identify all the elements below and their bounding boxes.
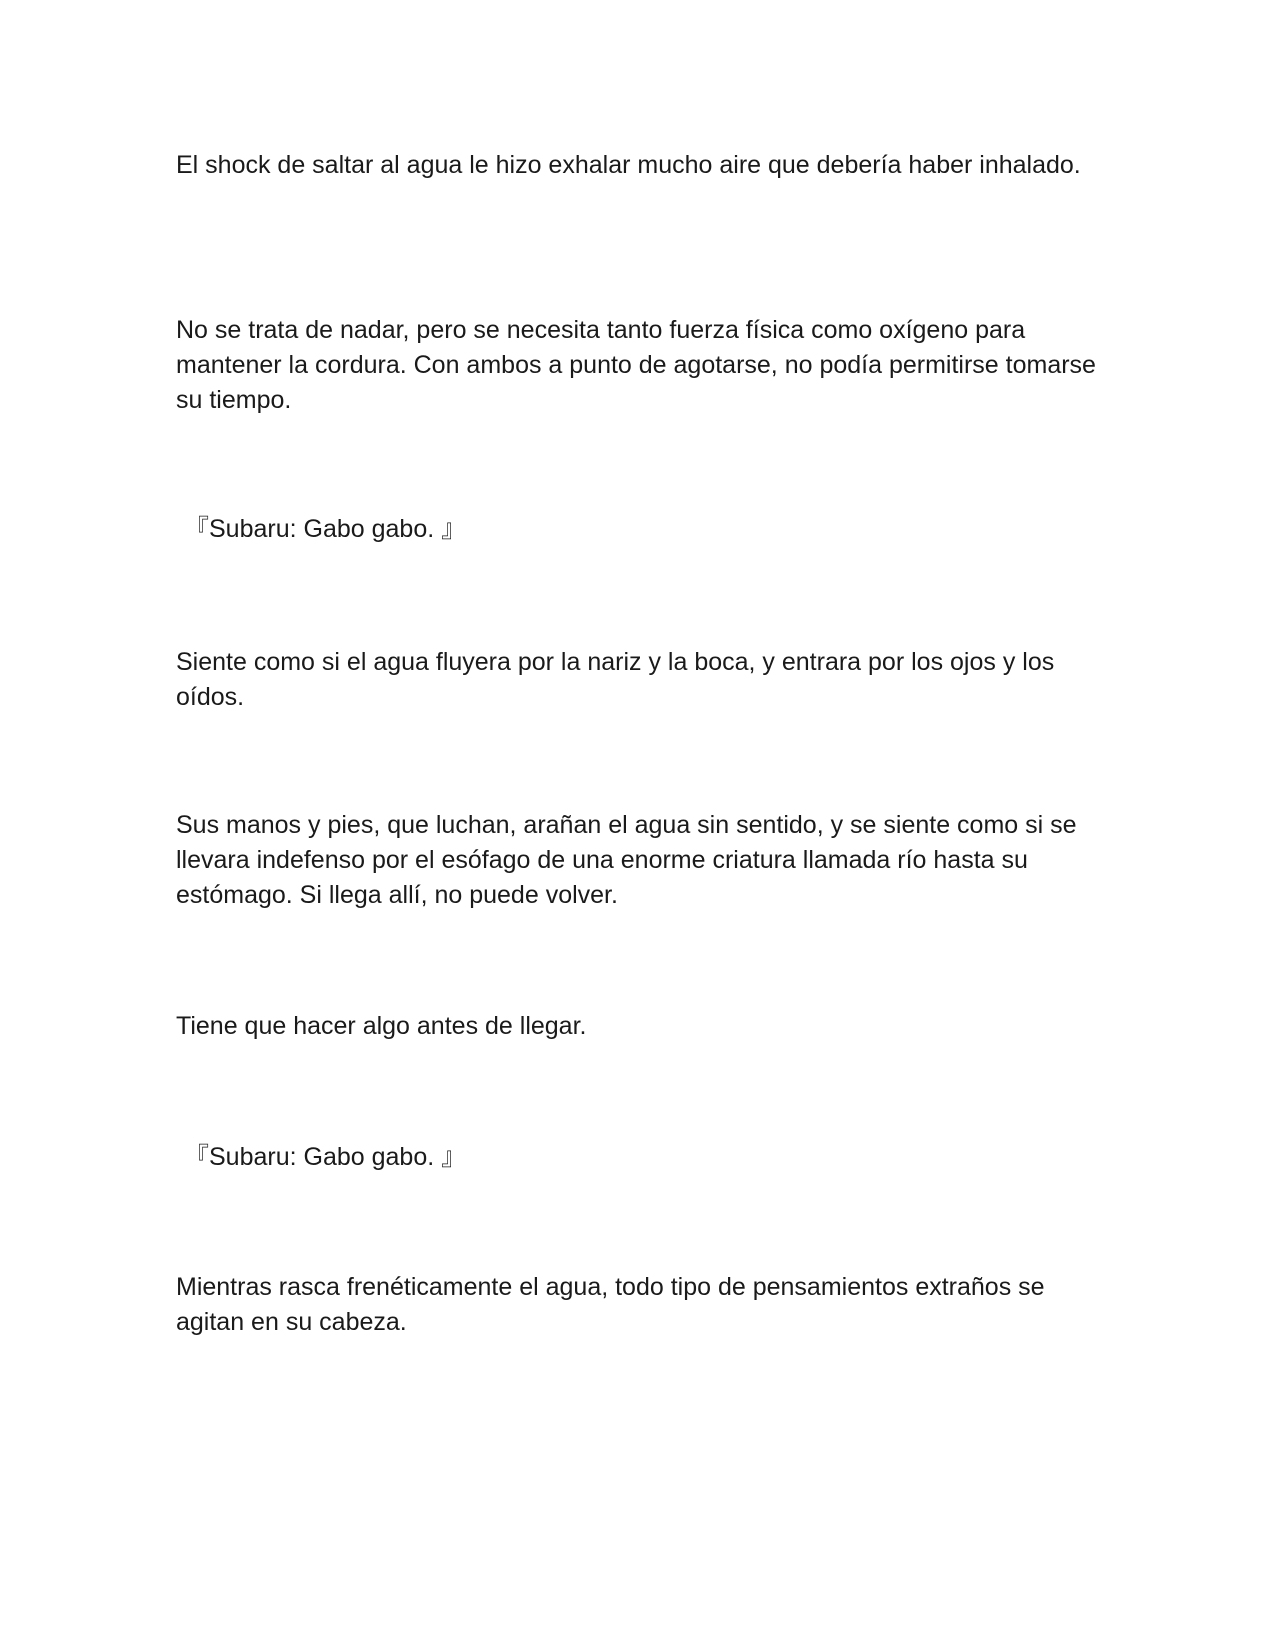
paragraph-narration: No se trata de nadar, pero se necesita tanto fuerza física como oxígeno para mantener la cordura. Con ambos a punto de agotarse, no podía permitirse tomarse su tiempo. (176, 316, 1096, 414)
paragraph-narration: Siente como si el agua fluyera por la nariz y la boca, y entrara por los ojos y los oídos. (176, 648, 1055, 711)
paragraph-dialogue: 『Subaru: Gabo gabo. 』 (184, 515, 467, 543)
paragraph-narration: Sus manos y pies, que luchan, arañan el agua sin sentido, y se siente como si se llevara indefenso por el esófago de una enorme criatura llamada río hasta su estómago. Si llega allí, no puede volver. (176, 811, 1077, 909)
paragraph-narration: Tiene que hacer algo antes de llegar. (176, 1012, 587, 1040)
paragraph-dialogue: 『Subaru: Gabo gabo. 』 (184, 1143, 467, 1171)
paragraph-narration: El shock de saltar al agua le hizo exhalar mucho aire que debería haber inhalado. (176, 151, 1081, 179)
paragraph-narration: Mientras rasca frenéticamente el agua, todo tipo de pensamientos extraños se agitan en su cabeza. (176, 1273, 1045, 1336)
